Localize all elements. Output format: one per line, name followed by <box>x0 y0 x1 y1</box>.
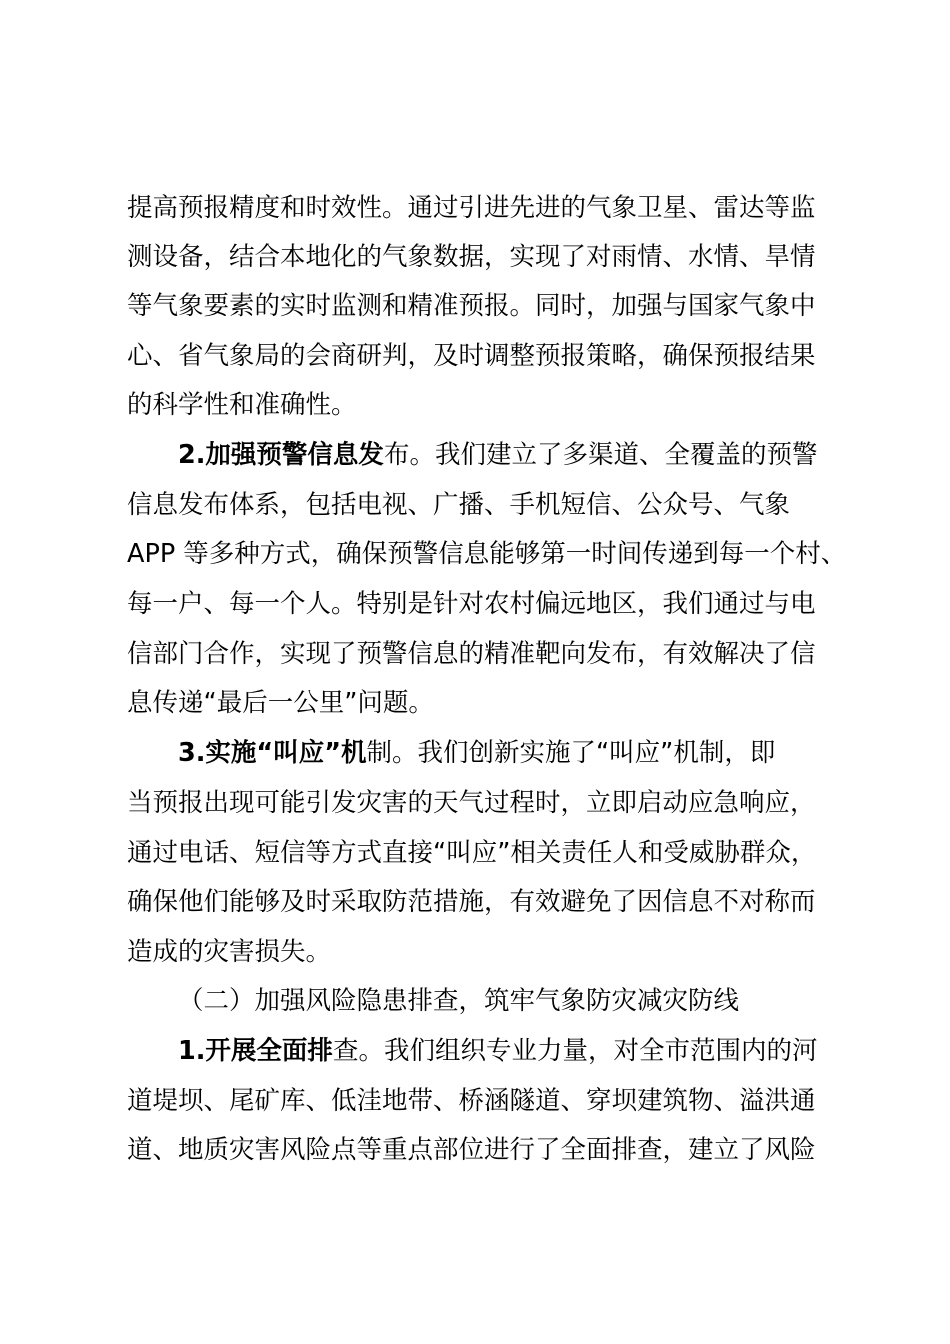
body-text-line: 每一户、每一个人。特别是针对农村偏远地区，我们通过与电 <box>127 589 816 619</box>
paragraph-heading: 2.加强预警信息发 <box>178 440 384 470</box>
body-text-line: 测设备，结合本地化的气象数据，实现了对雨情、水情、旱情 <box>127 242 816 272</box>
paragraph-first-line <box>178 736 775 770</box>
body-text-line: 心、省气象局的会商研判，及时调整预报策略，确保预报结果 <box>127 341 816 371</box>
paragraph-heading: 1.开展全面排 <box>178 1036 333 1066</box>
body-text-line: 造成的灾害损失。 <box>127 937 332 967</box>
body-text-line: 提高预报精度和时效性。通过引进先进的气象卫星、雷达等监 <box>127 193 816 223</box>
body-text-line: 息传递“最后一公里”问题。 <box>127 688 434 718</box>
body-text-line: 等气象要素的实时监测和精准预报。同时，加强与国家气象中 <box>127 291 816 321</box>
paragraph-first-line <box>178 1034 817 1068</box>
body-text-line: 通过电话、短信等方式直接“叫应”相关责任人和受威胁群众， <box>127 838 817 868</box>
body-text-line: 确保他们能够及时采取防范措施，有效避免了因信息不对称而 <box>127 887 816 917</box>
body-text-line: 信部门合作，实现了预警信息的精准靶向发布，有效解决了信 <box>127 639 816 669</box>
body-text-line: APP 等多种方式，确保预警信息能够第一时间传递到每一个村、 <box>127 539 847 569</box>
section-heading: （二）加强风险隐患排查，筑牢气象防灾减灾防线 <box>178 986 740 1016</box>
body-text-line: 信息发布体系，包括电视、广播、手机短信、公众号、气象 <box>127 490 791 520</box>
body-text: 查。我们组织专业力量，对全市范围内的河 <box>332 1036 818 1066</box>
body-text: 布。我们建立了多渠道、全覆盖的预警 <box>383 440 818 470</box>
paragraph-first-line <box>178 438 817 472</box>
body-text-line: 道堤坝、尾矿库、低洼地带、桥涵隧道、穿坝建筑物、溢洪通 <box>127 1086 816 1116</box>
body-text-line: 当预报出现可能引发灾害的天气过程时，立即启动应急响应， <box>127 788 816 818</box>
body-text: 制。我们创新实施了“叫应”机制，即 <box>366 738 776 768</box>
paragraph-heading: 3.实施“叫应”机 <box>178 738 367 768</box>
body-text-line: 的科学性和准确性。 <box>127 390 357 420</box>
body-text-line: 道、地质灾害风险点等重点部位进行了全面排查，建立了风险 <box>127 1135 816 1165</box>
